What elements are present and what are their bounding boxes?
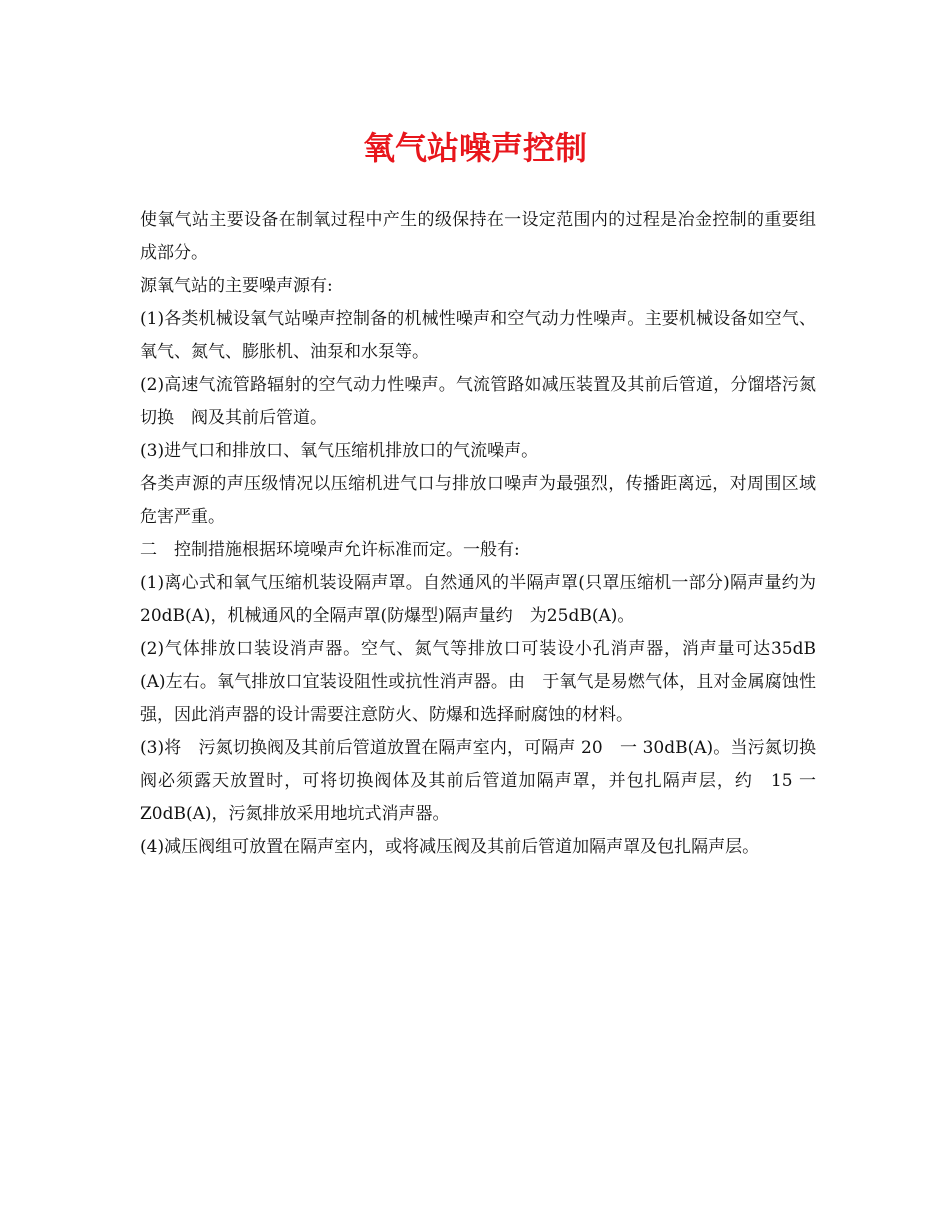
paragraph-intro: 使氧气站主要设备在制氧过程中产生的级保持在一设定范围内的过程是冶金控制的重要组成部分。: [140, 210, 816, 263]
paragraph-measure-3: (3)将 污氮切换阀及其前后管道放置在隔声室内，可隔声 20 一 30dB(A)。当污氮切换阀必须露天放置时，可将切换阀体及其前后管道加隔声罩，并包扎隔声层，约 15 一 Z0dB(A)，污氮排放采用地坑式消声器。: [140, 738, 816, 824]
paragraph-measure-4: (4)减压阀组可放置在隔声室内，或将减压阀及其前后管道加隔声罩及包扎隔声层。: [140, 837, 760, 857]
paragraph-sources-heading: 源氧气站的主要噪声源有:: [140, 276, 333, 296]
paragraph-source-3: (3)进气口和排放口、氧气压缩机排放口的气流噪声。: [140, 441, 539, 461]
paragraph-source-summary: 各类声源的声压级情况以压缩机进气口与排放口噪声为最强烈，传播距离远，对周围区域危害严重。: [140, 474, 816, 527]
document-title: 氧气站噪声控制: [362, 129, 587, 167]
paragraph-measures-heading: 二 控制措施根据环境噪声允许标准而定。一般有:: [140, 540, 520, 560]
paragraph-measure-1: (1)离心式和氧气压缩机装设隔声罩。自然通风的半隔声罩(只罩压缩机一部分)隔声量约为20dB(A)，机械通风的全隔声罩(防爆型)隔声量约 为25dB(A)。: [140, 573, 816, 626]
paragraph-source-1: (1)各类机械设氧气站噪声控制备的机械性噪声和空气动力性噪声。主要机械设备如空气、氧气、氮气、膨胀机、油泵和水泵等。: [140, 309, 816, 362]
document-body: [140, 204, 833, 864]
paragraph-measure-2: (2)气体排放口装设消声器。空气、氮气等排放口可装设小孔消声器，消声量可达35dB (A)左右。氧气排放口宜装设阻性或抗性消声器。由 于氧气是易燃气体，且对金属腐蚀性强，因此消声器的设计需要注意防火、防爆和选择耐腐蚀的材料。: [140, 639, 833, 725]
paragraph-source-2: (2)高速气流管路辐射的空气动力性噪声。气流管路如减压装置及其前后管道，分馏塔污氮切换 阀及其前后管道。: [140, 375, 816, 428]
